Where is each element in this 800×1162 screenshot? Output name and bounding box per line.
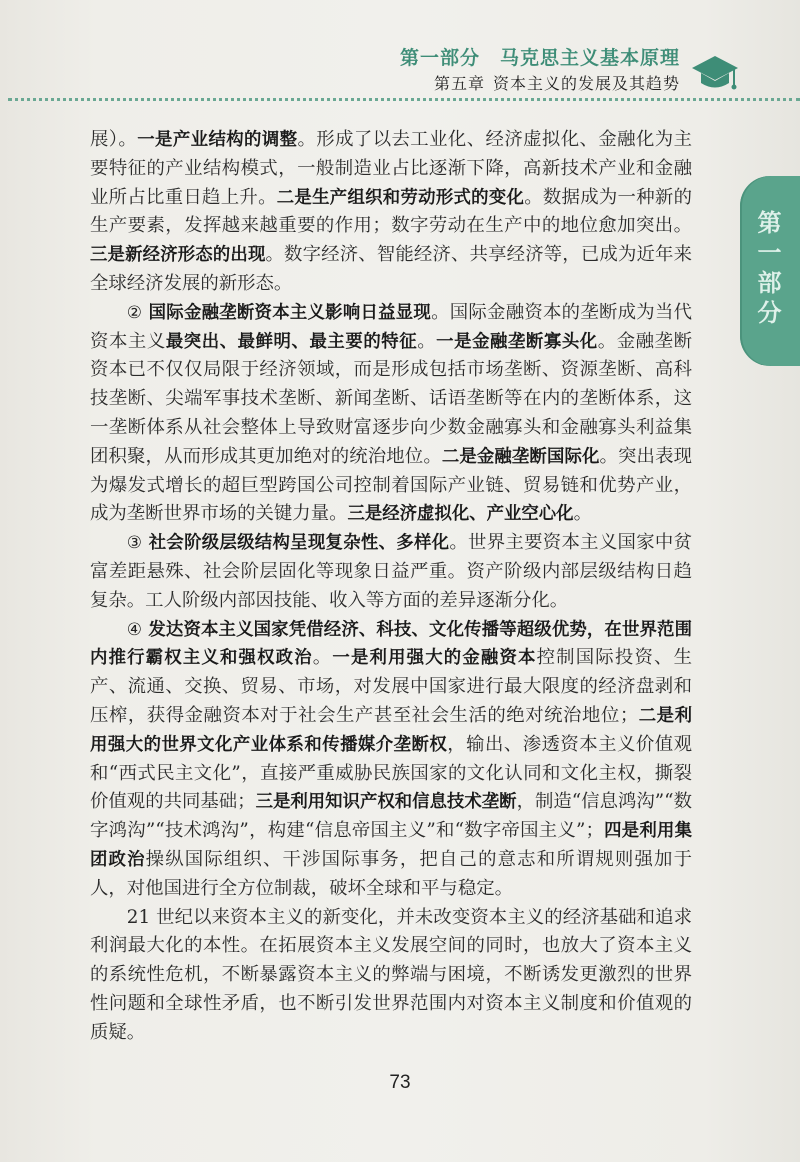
chapter-title bbox=[400, 72, 680, 96]
emphasis-text: 三是利用知识产权和信息技术垄断 bbox=[255, 792, 517, 813]
emphasis-text: 二是利用强大的世界文化产业体系和传播媒介垄断权 bbox=[90, 705, 692, 755]
part-side-tab bbox=[740, 176, 800, 366]
body-run: 操纵国际组织、干涉国际事务，把自己的意志和所谓规则强加于人，对他国进行全方位制裁，破坏全球和平与稳定。 bbox=[90, 848, 692, 899]
body-run: 。金融垄断资本已不仅仅局限于经济领域，而是形成包括市场垄断、资源垄断、高科技垄断、尖端军事技术垄断、新闻垄断、话语垄断等在内的垄断体系，这一垄断体系从社会整体上导致财富逐步向少数金融寡头和金融寡头利益集团积聚，从而形成其更加绝对的统治地位。 bbox=[90, 330, 692, 467]
part-title: 第一部分 马克思主义基本原理 bbox=[399, 47, 680, 69]
body-run: 。世界主要资本主义国家中贫富差距悬殊、社会阶层固化等现象日益严重。资产阶级内部层级结构日趋复杂。工人阶级内部因技能、收入等方面的差异逐渐分化。 bbox=[90, 532, 692, 611]
body-run: 。国际金融资本的垄断成为当代资本主义 bbox=[90, 301, 692, 352]
body-run: 展）。 bbox=[90, 129, 138, 150]
paragraph bbox=[90, 529, 692, 615]
graduation-cap-icon bbox=[690, 52, 740, 98]
emphasis-text: 三是新经济形态的出现 bbox=[90, 245, 266, 266]
emphasis-text: 最突出、最鲜明、最主要的特征 bbox=[165, 331, 418, 352]
header-dotted-rule bbox=[8, 98, 800, 101]
side-tab-label: 第一部分 bbox=[753, 210, 781, 330]
body-run: 。数据成为一种新的生产要素，发挥越来越重要的作用；数字劳动在生产中的地位愈加突出。 bbox=[90, 186, 692, 237]
body-text bbox=[90, 126, 692, 1048]
body-run: 。数字经济、智能经济、共享经济等，已成为近年来全球经济发展的新形态。 bbox=[90, 244, 692, 294]
emphasis-text: 一是利用强大的金融资本 bbox=[332, 648, 537, 669]
emphasis-text: 二是金融垄断国际化 bbox=[441, 446, 600, 467]
chapter-name: 资本主义的发展及其趋势 bbox=[492, 74, 680, 93]
paragraph bbox=[90, 616, 692, 904]
body-run: 。 bbox=[573, 503, 592, 525]
chapter-number: 第五章 bbox=[433, 74, 485, 93]
body-run: 。 bbox=[417, 330, 437, 352]
body-run: 。形成了以去工业化、经济虚拟化、金融化为主要特征的产业结构模式，一般制造业占比逐渐下降，高新技术产业和金融业所占比重日趋上升。 bbox=[90, 129, 692, 208]
body-run: 21 世纪以来资本主义的新变化，并未改变资本主义的经济基础和追求利润最大化的本性。在拓展资本主义发展空间的同时，也放大了资本主义的系统性危机，不断暴露资本主义的弊端与困境，不断诱发更激烈的世界性问题和全球性矛盾，也不断引发世界范围内对资本主义制度和价值观的质疑。 bbox=[90, 906, 692, 1043]
paragraph bbox=[90, 904, 692, 1048]
emphasis-text: 国际金融垄断资本主义影响日益显现 bbox=[142, 302, 432, 323]
emphasis-text: 一是金融垄断寡头化 bbox=[436, 331, 598, 352]
emphasis-text: 二是生产组织和劳动形式的变化 bbox=[276, 187, 525, 208]
paragraph bbox=[90, 299, 692, 529]
body-run: 控制国际投资、生产、流通、交换、贸易、市场，对发展中国家进行最大限度的经济盘剥和压榨，获得金融资本对于社会生产甚至社会生活的绝对统治地位； bbox=[90, 647, 692, 726]
emphasis-text: 发达资本主义国家凭借经济、科技、文化传播等超级优势，在世界范围内推行霸权主义和强权政治 bbox=[90, 619, 692, 669]
paragraph bbox=[90, 126, 692, 299]
body-run: ，制造“信息鸿沟”“数字鸿沟”“技术鸿沟”，构建“信息帝国主义”和“数字帝国主义”； bbox=[90, 791, 692, 842]
emphasis-text: 一是产业结构的调整 bbox=[137, 130, 298, 150]
emphasis-text: 四是利用集团政治 bbox=[90, 821, 692, 870]
body-run: ，输出、渗透资本主义价值观和“西式民主文化”，直接严重威胁民族国家的文化认同和文化主权，撕裂价值观的共同基础； bbox=[90, 733, 692, 813]
body-run: 。 bbox=[312, 647, 333, 669]
page-number: 73 bbox=[389, 1072, 411, 1093]
list-marker: ④ bbox=[126, 619, 143, 640]
list-marker: ③ bbox=[126, 533, 143, 554]
list-marker: ② bbox=[126, 302, 143, 323]
body-run: 。突出表现为爆发式增长的超巨型跨国公司控制着国际产业链、贸易链和优势产业，成为垄断世界市场的关键力量。 bbox=[90, 445, 692, 525]
emphasis-text: 社会阶级层级结构呈现复杂性、多样化 bbox=[142, 533, 450, 554]
emphasis-text: 三是经济虚拟化、产业空心化 bbox=[347, 504, 574, 525]
running-head bbox=[400, 46, 680, 96]
